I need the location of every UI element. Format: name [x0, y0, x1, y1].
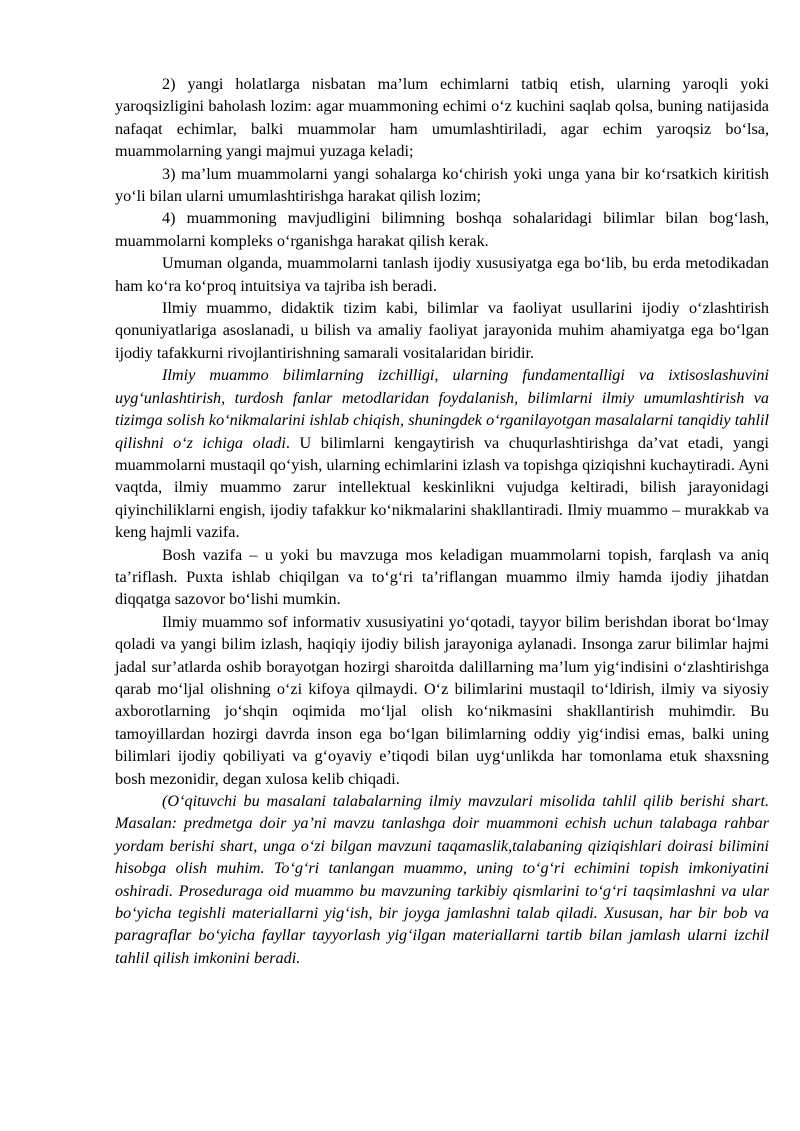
document-page	[115, 73, 769, 969]
definition-continuation: . U bilimlarni kengaytirish va chuqurlashtirishga da’vat etadi, yangi muammolarni mustaqil qo‘yish, ularning echimlarini izlash va topishga qiziqishni kuchaytiradi. Ayni vaqtda, ilmiy muammo zarur intellektual keskinlikni vujudga keltiradi, bilish jarayonidagi qiyinchiliklarni engish, ijodiy tafakkur ko‘nikmalarini shakllantiradi. Ilmiy muammo – murakkab va keng hajmli vazifa.	[115, 433, 769, 542]
paragraph-point-2: 2) yangi holatlarga nisbatan ma’lum echimlarni tatbiq etish, ularning yaroqli yoki yaroqsizligini baholash lozim: agar muammoning echimi o‘z kuchini saqlab qolsa, buning natijasida nafaqat echimlar, balki muammolar ham umumlashtiriladi, agar echim yaroqsiz bo‘lsa, muammolarning yangi majmui yuzaga keladi;	[115, 75, 769, 161]
paragraph-scientific-problem: Ilmiy muammo, didaktik tizim kabi, bilimlar va faoliyat usullarini ijodiy o‘zlashtirish qonuniyatlariga asoslanadi, u bilish va amaliy faoliyat jarayonida muhim ahamiyatga ega bo‘lgan ijodiy tafakkurni rivojlantirishning samarali vositalaridan biridir.	[115, 299, 769, 362]
paragraph-summary: Umuman olganda, muammolarni tanlash ijodiy xususiyatga ega bo‘lib, bu erda metodikadan ham ko‘ra ko‘proq intuitsiya va tajriba ish beradi.	[115, 254, 769, 295]
paragraph-informative: Ilmiy muammo sof informativ xususiyatini yo‘qotadi, tayyor bilim berishdan iborat bo‘lmay qoladi va yangi bilim izlash, haqiqiy ijodiy bilish jarayoniga aylanadi. Insonga zarur bilimlar hajmi jadal sur’atlarda oshib borayotgan hozirgi sharoitda dalillarning ma’lum yig‘indisini o‘zlashtirishga qarab mo‘ljal olishning o‘zi kifoya qilmaydi. O‘z bilimlarini mustaqil to‘ldirish, ilmiy va siyosiy axborotlarning jo‘shqin oqimida mo‘ljal olish ko‘nikmasini shakllantirish muhimdir. Bu tamoyillardan hozirgi davrda inson ega bo‘lgan bilimlarning oddiy yig‘indisi emas, balki uning bilimlari ijodiy qobiliyati va g‘oyaviy e’tiqodi bilan uyg‘unlikda har tomonlama etuk shaxsning bosh mezonidir, degan xulosa kelib chiqadi.	[115, 612, 769, 788]
paragraph-teacher-note: (O‘qituvchi bu masalani talabalarning ilmiy mavzulari misolida tahlil qilib berishi shart. Masalan: predmetga doir ya’ni mavzu tanlashga doir muammoni echish uchun talabaga rahbar yordam berishi shart, unga o‘zi bilgan mavzuni taqamaslik,talabaning qiziqishlari doirasi bilimini hisobga olish muhim. To‘g‘ri tanlangan muammo, uning to‘g‘ri echimini topish imkoniyatini oshiradi. Proseduraga oid muammo bu mavzuning tarkibiy qismlarini to‘g‘ri taqsimlashni va ular bo‘yicha tegishli materiallarni yig‘ish, bir joyga jamlashni talab qiladi. Xususan, har bir bob va paragraflar bo‘yicha fayllar tayyorlash yig‘ilgan materiallarni tartib bilan jamlash ularni izchil tahlil qilish imkonini beradi.	[115, 792, 769, 967]
paragraph-main-task: Bosh vazifa – u yoki bu mavzuga mos keladigan muammolarni topish, farqlash va aniq ta’riflash. Puxta ishlab chiqilgan va to‘g‘ri ta’riflangan muammo ilmiy hamda ijodiy jihatdan diqqatga sazovor bo‘lishi mumkin.	[115, 545, 769, 609]
paragraph-point-4: 4) muammoning mavjudligini bilimning boshqa sohalaridagi bilimlar bilan bog‘lash, muammolarni kompleks o‘rganishga harakat qilish kerak.	[115, 209, 769, 250]
paragraph-scientific-problem-definition	[115, 364, 769, 543]
italic-definition: Ilmiy muammo bilimlarning izchilligi, ularning fundamentalligi va ixtisoslashuvini uyg‘unlashtirish, turdosh fanlar metodlaridan foydalanish, bilimlarni ilmiy umumlashtirish va tizimga solish ko‘nikmalarini ishlab chiqish, shuningdek o‘rganilayotgan masalalarni tanqidiy tahlil qilishni o‘z ichiga oladi	[115, 366, 769, 452]
paragraph-point-3: 3) ma’lum muammolarni yangi sohalarga ko‘chirish yoki unga yana bir ko‘rsatkich kiritish yo‘li bilan ularni umumlashtirishga harakat qilish lozim;	[115, 164, 769, 206]
